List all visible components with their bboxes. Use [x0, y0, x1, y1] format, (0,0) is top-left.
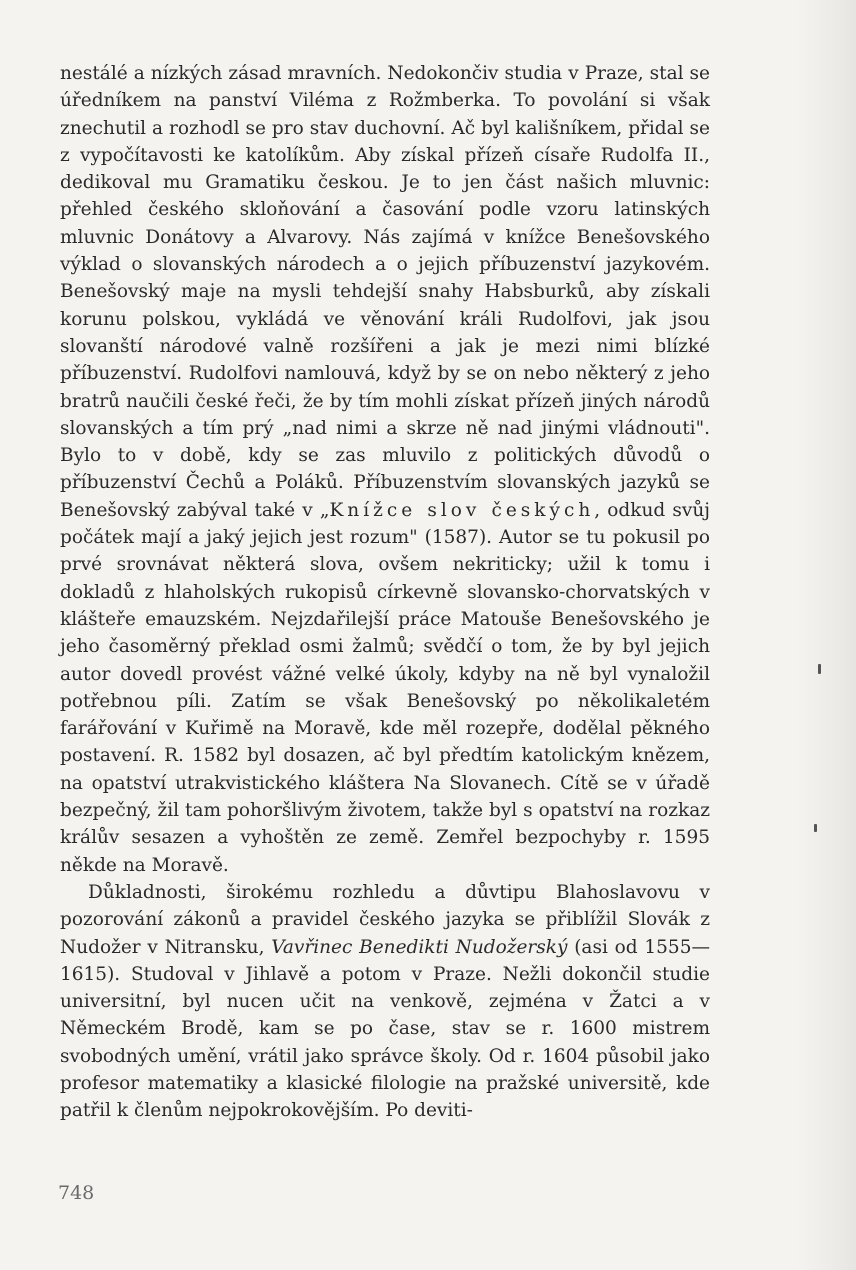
- paragraph-1-continuation: , odkud svůj počátek mají a jaký jejich jest rozum" (1587). Autor se tu pokusil po prvé srovnávat některá slova, ovšem nekriticky; užil k tomu i dokladů z hlaholských rukopisů církevně slovansko-chorvatských v klášteře emauzském. Nejzdařilejší práce Matouše Benešovského je jeho časoměrný překlad osmi žalmů; svědčí o tom, že by byl jejich autor dovedl provést vážné velké úkoly, kdyby na ně byl vynaložil potřebnou píli. Zatím se však Benešovský po několikaletém farářování v Kuřimě na Moravě, kde měl rozepře, dodělal pěkného postavení. R. 1582 byl dosazen, ač byl předtím katolickým knězem, na opatství utrakvistického kláštera Na Slovanech. Cítě se v úřadě bezpečný, žil tam pohoršlivým životem, takže byl s opatství na rozkaz králův sesazen a vyhoštěn ze země. Zemřel bezpochyby r. 1595 někde na Moravě.: [60, 499, 711, 876]
- page-edge-shadow: [796, 0, 856, 1270]
- body-text: [60, 60, 710, 1125]
- margin-pencil-mark: [818, 664, 821, 674]
- book-title-spaced: Knížce slov českých: [329, 499, 595, 521]
- paragraph-2-text: Důkladnosti, širokému rozhledu a důvtipu Blahoslavovu v pozorování zákonů a pravidel českého jazyka se přiblížil Slovák z Nudožer v Nitransku,: [60, 881, 710, 958]
- paragraph-2-continuation: (asi od 1555—1615). Studoval v Jihlavě a potom v Praze. Nežli dokončil studie universitní, byl nucen učit na venkově, zejména v Žatci a v Německém Brodě, kam se po čase, stav se r. 1600 mistrem svobodných umění, vrátil jako správce školy. Od r. 1604 působil jako profesor matematiky a klasické filologie na pražské universitě, kde patřil k členům nejpokrokovějším. Po deviti-: [60, 936, 710, 1122]
- author-name-italic: Vavřinec Benedikti Nudožerský: [271, 936, 568, 958]
- margin-pencil-mark: [814, 824, 817, 832]
- paragraph-1: [60, 60, 710, 879]
- page-number: 748: [58, 1182, 95, 1204]
- paragraph-1-text: nestálé a nízkých zásad mravních. Nedokončiv studia v Praze, stal se úředníkem na panství Viléma z Rožmberka. To povolání si však znechutil a rozhodl se pro stav duchovní. Ač byl kališníkem, přidal se z vypočítavosti ke katolíkům. Aby získal přízeň císaře Rudolfa II., dedikoval mu Gramatiku českou. Je to jen část našich mluvnic: přehled českého skloňování a časování podle vzoru latinských mluvnic Donátovy a Alvarovy. Nás zajímá v knížce Benešovského výklad o slovanských národech a o jejich příbuzenství jazykovém. Benešovský maje na mysli tehdejší snahy Habsburků, aby získali korunu polskou, vykládá ve věnování králi Rudolfovi, jak jsou slovanští národové valně rozšířeni a jak je mezi nimi blízké příbuzenství. Rudolfovi namlouvá, když by se on nebo některý z jeho bratrů naučili české řeči, že by tím mohli získat přízeň jiných národů slovanských a tím prý „nad nimi a skrze ně nad jinými vládnouti". Bylo to v době, kdy se zas mluvilo z politických důvodů o příbuzenství Čechů a Poláků. Příbuzenstvím slovanských jazyků se Benešovský zabýval také v „: [60, 63, 710, 521]
- paragraph-2: [60, 879, 710, 1125]
